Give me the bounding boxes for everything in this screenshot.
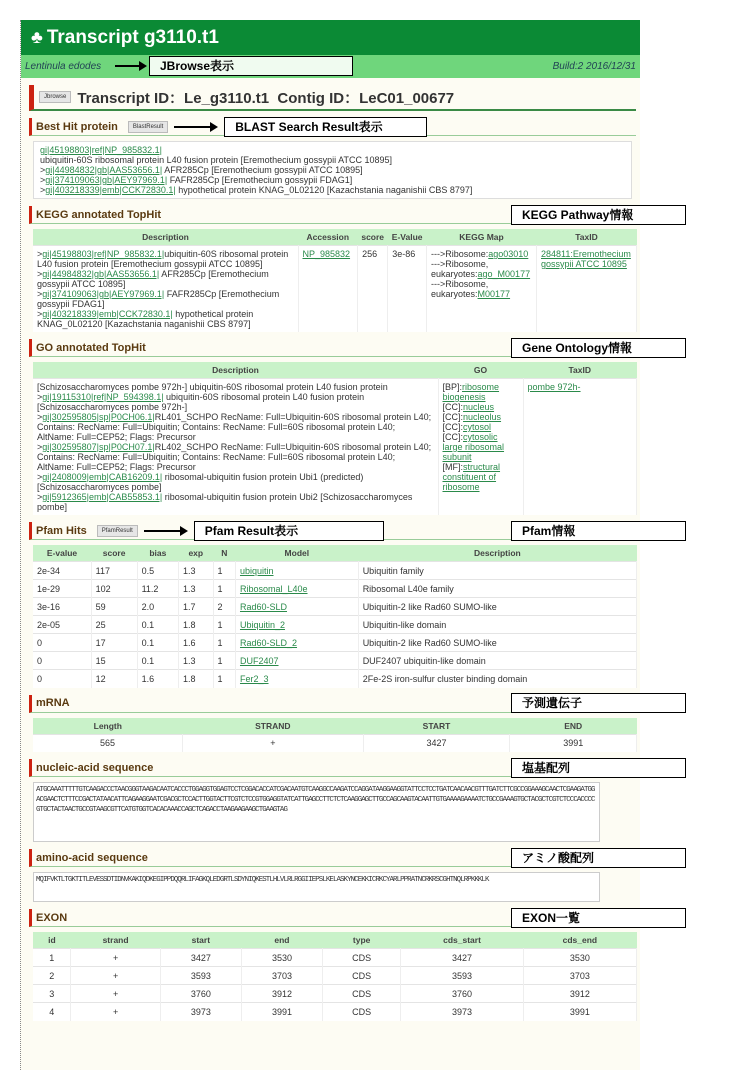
cell: Ribosomal L40e family bbox=[358, 580, 636, 598]
cell: 3427 bbox=[160, 949, 241, 967]
kegg-map-link[interactable]: ago03010 bbox=[488, 249, 529, 259]
pfam-model-link[interactable]: Ribosomal_L40e bbox=[239, 583, 308, 594]
go-table bbox=[33, 362, 637, 515]
kegg-heading bbox=[29, 206, 636, 224]
section-title: KEGG annotated TopHit bbox=[36, 208, 162, 221]
section-title: Pfam Hits bbox=[36, 524, 87, 537]
cell: 3912 bbox=[241, 985, 322, 1003]
cell: 3760 bbox=[160, 985, 241, 1003]
cell: 3 bbox=[33, 985, 71, 1003]
go-tag: [CC] bbox=[442, 412, 461, 422]
table-row bbox=[33, 616, 637, 634]
cell: 1 bbox=[213, 580, 235, 598]
column-header[interactable]: E-value bbox=[33, 545, 91, 562]
cell: + bbox=[71, 967, 160, 985]
cell: 15 bbox=[91, 652, 137, 670]
column-header[interactable]: STRAND bbox=[183, 718, 364, 735]
column-header[interactable]: start bbox=[160, 932, 241, 949]
table-row bbox=[33, 670, 637, 688]
cell: 2e-34 bbox=[33, 562, 91, 580]
gi-link[interactable]: gi|44984832|gb|AAS53656.1| bbox=[45, 165, 163, 175]
gi-link[interactable]: gi|45198803|ref|NP_985832.1| bbox=[40, 145, 162, 155]
cell: 0.1 bbox=[137, 634, 178, 652]
go-tag: [CC] bbox=[442, 402, 461, 412]
taxid-link[interactable]: pombe 972h- bbox=[527, 382, 581, 392]
cell: CDS bbox=[323, 985, 401, 1003]
cell: 0.1 bbox=[137, 616, 178, 634]
go-term-link[interactable]: nucleus bbox=[463, 402, 495, 412]
pfam-model-link[interactable]: Rad60-SLD_2 bbox=[239, 637, 298, 648]
annotation-amino: アミノ酸配列 bbox=[511, 848, 686, 868]
score: 256 bbox=[358, 246, 388, 333]
cell: 3427 bbox=[363, 734, 510, 752]
go-term-link[interactable]: cytosol bbox=[463, 422, 492, 432]
column-header[interactable]: strand bbox=[71, 932, 160, 949]
column-header[interactable]: id bbox=[33, 932, 71, 949]
arrow-icon bbox=[174, 126, 212, 128]
map-text: --->Ribosome: bbox=[431, 249, 489, 259]
cell: + bbox=[71, 949, 160, 967]
cell: 0 bbox=[33, 670, 91, 688]
cell: 1e-29 bbox=[33, 580, 91, 598]
mrna-heading bbox=[29, 695, 636, 713]
desc-text: FAFR285Cp [Eremothecium gossypii FDAG1] bbox=[167, 175, 353, 185]
column-header[interactable]: score bbox=[358, 229, 388, 246]
section-title: EXON bbox=[36, 911, 68, 924]
cell: 3912 bbox=[523, 985, 636, 1003]
cell: 3703 bbox=[523, 967, 636, 985]
pfam-model-link[interactable]: ubiquitin bbox=[239, 565, 274, 576]
section-title: amino-acid sequence bbox=[36, 851, 148, 864]
cell: 1 bbox=[213, 562, 235, 580]
pfam-result-button[interactable]: PfamResult bbox=[97, 525, 138, 537]
cell: 0 bbox=[33, 652, 91, 670]
cell: 11.2 bbox=[137, 580, 178, 598]
desc-text: [Schizosaccharomyces pombe 972h-] ubiquitin-60S ribosomal protein L40 fusion protein bbox=[37, 382, 388, 392]
cell: 3973 bbox=[160, 1003, 241, 1021]
cell: 1.8 bbox=[179, 670, 213, 688]
kegg-table bbox=[33, 229, 637, 332]
cell: 1 bbox=[213, 652, 235, 670]
column-header[interactable]: KEGG Map bbox=[427, 229, 537, 246]
sub-header bbox=[21, 55, 640, 78]
annotation-kegg: KEGG Pathway情報 bbox=[511, 205, 686, 225]
column-header[interactable]: N bbox=[213, 545, 235, 562]
desc-text: AFR285Cp [Eremothecium gossypii ATCC 10895] bbox=[37, 269, 269, 289]
mrna-table bbox=[33, 718, 637, 753]
desc-text: ubiquitin-60S ribosomal protein L40 fusion protein [Eremothecium gossypii ATCC 10895] bbox=[37, 249, 289, 269]
column-header[interactable]: E-Value bbox=[388, 229, 427, 246]
cell: 0.5 bbox=[137, 562, 178, 580]
app-header bbox=[21, 20, 640, 55]
table-row bbox=[33, 634, 637, 652]
build: Build:2 2016/12/31 bbox=[552, 61, 636, 72]
nucleic-heading bbox=[29, 759, 636, 777]
annotation-go: Gene Ontology情報 bbox=[511, 338, 686, 358]
cell: CDS bbox=[323, 1003, 401, 1021]
pfam-model-link[interactable]: Rad60-SLD bbox=[239, 601, 288, 612]
cell: 59 bbox=[91, 598, 137, 616]
gi-link[interactable]: gi|302595805|sp|P0CH06.1| bbox=[42, 412, 155, 422]
cell: 3991 bbox=[241, 1003, 322, 1021]
go-heading bbox=[29, 339, 636, 357]
table-row bbox=[33, 949, 637, 967]
column-header[interactable]: end bbox=[241, 932, 322, 949]
cell: 2e-05 bbox=[33, 616, 91, 634]
gi-link[interactable]: gi|2408009|emb|CAB16209.1| bbox=[42, 472, 163, 482]
cell: 3e-16 bbox=[33, 598, 91, 616]
cell: 1 bbox=[213, 670, 235, 688]
cell: 1.6 bbox=[137, 670, 178, 688]
cell: 4 bbox=[33, 1003, 71, 1021]
cell: 3427 bbox=[401, 949, 523, 967]
table-row bbox=[33, 562, 637, 580]
annotation-jbrowse: JBrowse表示 bbox=[149, 56, 353, 76]
cell: DUF2407 ubiquitin-like domain bbox=[358, 652, 636, 670]
annotation-exon: EXON一覧 bbox=[511, 908, 686, 928]
column-header[interactable]: GO bbox=[438, 362, 523, 379]
page-title: Transcript g3110.t1 bbox=[46, 26, 219, 48]
cell: 3991 bbox=[510, 734, 637, 752]
gi-link[interactable]: gi|403218339|emb|CCK72830.1| bbox=[42, 309, 173, 319]
desc-text: ribosomal-ubiquitin fusion protein Ubi1 (predicted) [Schizosaccharomyces pombe] bbox=[37, 472, 364, 492]
annotation-pfam-result: Pfam Result表示 bbox=[194, 521, 384, 541]
cell: 3991 bbox=[523, 1003, 636, 1021]
desc-text: RL401_SCHPO RecName: Full=Ubiquitin-60S ribosomal protein L40; Contains: RecName: Full=Ubiquitin; Contains: RecName: Full=60S ribosomal protein L40; AltName: Full=CEP52; Flags: Precursor bbox=[37, 412, 432, 442]
evalue: 3e-86 bbox=[388, 246, 427, 333]
desc-text: AFR285Cp [Eremothecium gossypii ATCC 10895] bbox=[162, 165, 363, 175]
table-row bbox=[33, 598, 637, 616]
gi-link[interactable]: gi|403218339|emb|CCK72830.1| bbox=[45, 185, 176, 195]
cell: Ubiquitin-2 like Rad60 SUMO-like bbox=[358, 634, 636, 652]
transcript-page bbox=[20, 20, 640, 1070]
cell: 1.3 bbox=[179, 580, 213, 598]
gi-link[interactable]: gi|374109063|gb|AEY97969.1| bbox=[42, 289, 165, 299]
cell: 1.3 bbox=[179, 652, 213, 670]
table-row bbox=[33, 967, 637, 985]
jbrowse-button[interactable]: Jbrowse bbox=[39, 91, 71, 103]
cell: + bbox=[71, 1003, 160, 1021]
annotation-pfam-info: Pfam情報 bbox=[511, 521, 686, 541]
gi-link[interactable]: gi|19115310|ref|NP_594398.1| bbox=[42, 392, 164, 402]
species: Lentinula edodes bbox=[25, 61, 102, 72]
desc-text: FAFR285Cp [Eremothecium gossypii FDAG1] bbox=[37, 289, 280, 309]
table-row bbox=[33, 652, 637, 670]
transcript-heading bbox=[29, 85, 636, 111]
kegg-map-link[interactable]: M00177 bbox=[477, 289, 511, 299]
pfam-model-link[interactable]: Ubiquitin_2 bbox=[239, 619, 286, 630]
cell: 1.6 bbox=[179, 634, 213, 652]
cell: 0.1 bbox=[137, 652, 178, 670]
kegg-map-link[interactable]: ago_M00177 bbox=[477, 269, 531, 279]
desc-text: hypothetical protein KNAG_0L02120 [Kazachstania naganishii CBS 8797] bbox=[175, 185, 473, 195]
cell: 25 bbox=[91, 616, 137, 634]
table-row bbox=[33, 1003, 637, 1021]
gi-link[interactable]: gi|374109063|gb|AEY97969.1| bbox=[45, 175, 168, 185]
exon-heading bbox=[29, 909, 636, 927]
desc-text: RL402_SCHPO RecName: Full=Ubiquitin-60S ribosomal protein L40; Contains: RecName: Full=Ubiquitin; Contains: RecName: Full=60S ribosomal protein L40; AltName: Full=CEP52; Flags: Precursor bbox=[37, 442, 432, 472]
nucleic-sequence-textarea[interactable]: ATGCAAATTTTTGTCAAGACCCTAACGGGTAAGACAATCACCCTGGAGGTGGAGTCCTCGGACACCATCGACAATGTCAAGGCCAAGATCCAGGATAAGGAAGGTATTCCTCCTGATCAACAACGTTTGATCTTCGCCGGAAAGCAACTCGAAGATGGACGAACTCTTTCCGACTATAACATTCAGAAGGAATCGACGCTCCACTTGGTACTTCGTCTCCGTGGAGGTATCATTGAGCCTTCTCTCAAGGAGCTTGCCAGCAAGTACAATTGTGAAAAGAAAATCTGCCGAAAGTGCTACGCTCGTCTCCCACCCCGTGCTACTAACTGCCGTAAGCGTTCATGTGGTCACACAAACCAGCTCAGACCTAAGAAGAAGCTGAAGTAG bbox=[33, 782, 600, 842]
column-header[interactable]: cds_start bbox=[401, 932, 523, 949]
cell: 1.3 bbox=[179, 562, 213, 580]
cell: Ubiquitin-like domain bbox=[358, 616, 636, 634]
go-tag: [CC] bbox=[442, 422, 461, 432]
tree-icon: ♣ bbox=[31, 27, 43, 47]
table-row: [Schizosaccharomyces pombe 972h-] ubiquitin-60S ribosomal protein L40 fusion protein >gi|19115310|ref|NP_594398.1| ubiquitin-60S ribosomal protein L40 fusion protein [Schizosaccharomyces pombe 972h-] >gi|302595805|sp|P0CH06.1|RL401_SCHPO RecName: Full=Ubiquitin-60S ribosomal protein L40; Contains: RecName: Full=Ubiquitin; Contains: RecName: Full=60S ribosomal protein L40; AltName: Full=CEP52; Flags: Precursor >gi|302595807|sp|P0CH07.1|RL402_SCHPO RecName: Full=Ubiquitin-60S ribosomal protein L40; Contains: RecName: Full=Ubiquitin; Contains: RecName: Full=60S ribosomal protein L40; AltName: Full=CEP52; Flags: Precursor >gi|2408009|emb|CAB16209.1| ribosomal-ubiquitin fusion protein Ubi1 (predicted) [Schizosaccharomyces pombe] >gi|5912365|emb|CAB55853.1| ribosomal-ubiquitin fusion protein Ubi2 [Schizosaccharomyces pombe] [BP]:ribosome biogenesis [CC]:nucleus [CC]:nucleolus [CC]:cytosol [CC]:cytosolic large ribosomal subunit [MF]:structural constituent of ribosome pombe 972h- bbox=[33, 379, 637, 516]
gi-link[interactable]: gi|45198803|ref|NP_985832.1| bbox=[42, 249, 165, 259]
cell: + bbox=[183, 734, 364, 752]
cell: 2Fe-2S iron-sulfur cluster binding domain bbox=[358, 670, 636, 688]
section-title: mRNA bbox=[36, 697, 70, 709]
column-header[interactable]: TaxID bbox=[523, 362, 637, 379]
cell: 3593 bbox=[160, 967, 241, 985]
column-header[interactable]: cds_end bbox=[523, 932, 636, 949]
go-tag: [BP] bbox=[442, 382, 460, 392]
column-header[interactable]: START bbox=[363, 718, 510, 735]
cell: 0 bbox=[33, 634, 91, 652]
accession-link[interactable]: NP_985832 bbox=[302, 249, 351, 259]
desc-text: ubiquitin-60S ribosomal protein L40 fusion protein [Eremothecium gossypii ATCC 10895] bbox=[40, 155, 393, 165]
annotation-blast: BLAST Search Result表示 bbox=[224, 117, 427, 137]
go-term-link[interactable]: cytosolic large ribosomal subunit bbox=[442, 432, 505, 462]
table-row bbox=[33, 580, 637, 598]
column-header[interactable]: bias bbox=[137, 545, 178, 562]
cell: 3760 bbox=[401, 985, 523, 1003]
column-header[interactable]: exp bbox=[179, 545, 213, 562]
cell: + bbox=[71, 985, 160, 1003]
section-title: Best Hit protein bbox=[36, 120, 118, 133]
amino-heading bbox=[29, 849, 636, 867]
cell: 12 bbox=[91, 670, 137, 688]
annotation-gene: 予測遺伝子 bbox=[511, 693, 686, 713]
transcript-id: Transcript ID：Le_g3110.t1 Contig ID：LeC01_00677 bbox=[77, 89, 455, 107]
desc-text: ribosomal-ubiquitin fusion protein Ubi2 [Schizosaccharomyces pombe] bbox=[37, 492, 413, 512]
best-hit-box: gi|45198803|ref|NP_985832.1| ubiquitin-60S ribosomal protein L40 fusion protein [Eremothecium gossypii ATCC 10895] >gi|44984832|gb|AAS53656.1| AFR285Cp [Eremothecium gossypii ATCC 10895] >gi|374109063|gb|AEY97969.1| FAFR285Cp [Eremothecium gossypii FDAG1] >gi|403218339|emb|CCK72830.1| hypothetical protein KNAG_0L02120 [Kazachstania naganishii CBS 8797] bbox=[33, 141, 632, 199]
go-term-link[interactable]: structural constituent of ribosome bbox=[442, 462, 501, 492]
cell: 3530 bbox=[241, 949, 322, 967]
amino-sequence-textarea[interactable]: MQIFVKTLTGKTITLEVESSDTIDNVKAKIQDKEGIPPDQQRLIFAGKQLEDGRTLSDYNIQKESTLHLVLRLRGGIIEPSLKELASKYNCEKKICRKCYARLPPRATNCRKRSCGHTNQLRPKKKLK bbox=[33, 872, 600, 902]
table-row bbox=[33, 734, 637, 752]
pfam-model-link[interactable]: DUF2407 bbox=[239, 655, 279, 666]
column-header[interactable]: Length bbox=[33, 718, 183, 735]
cell: Ubiquitin family bbox=[358, 562, 636, 580]
go-term-link[interactable]: ribosome biogenesis bbox=[442, 382, 500, 402]
go-term-link[interactable]: nucleolus bbox=[463, 412, 502, 422]
cell: 3973 bbox=[401, 1003, 523, 1021]
cell: CDS bbox=[323, 967, 401, 985]
section-title: GO annotated TopHit bbox=[36, 341, 146, 354]
cell: 1 bbox=[213, 634, 235, 652]
cell: 2 bbox=[213, 598, 235, 616]
cell: 1.8 bbox=[179, 616, 213, 634]
pfam-heading bbox=[29, 522, 636, 540]
gi-link[interactable]: gi|5912365|emb|CAB55853.1| bbox=[42, 492, 163, 502]
column-header[interactable]: type bbox=[323, 932, 401, 949]
cell: 102 bbox=[91, 580, 137, 598]
cell: 1 bbox=[33, 949, 71, 967]
cell: CDS bbox=[323, 949, 401, 967]
annotation-nucleic: 塩基配列 bbox=[511, 758, 686, 778]
cell: 3593 bbox=[401, 967, 523, 985]
taxid-link[interactable]: 284811:Eremothecium gossypii ATCC 10895 bbox=[541, 249, 631, 269]
gi-link[interactable]: gi|44984832|gb|AAS53656.1| bbox=[42, 269, 160, 279]
go-tag: [CC] bbox=[442, 432, 461, 442]
cell: 2 bbox=[33, 967, 71, 985]
column-header[interactable]: Model bbox=[235, 545, 358, 562]
column-header[interactable]: Description bbox=[33, 229, 298, 246]
pfam-table bbox=[33, 545, 637, 688]
gi-link[interactable]: gi|302595807|sp|P0CH07.1| bbox=[42, 442, 155, 452]
arrow-icon bbox=[144, 530, 182, 532]
cell: Ubiquitin-2 like Rad60 SUMO-like bbox=[358, 598, 636, 616]
column-header[interactable]: END bbox=[510, 718, 637, 735]
cell: 2.0 bbox=[137, 598, 178, 616]
pfam-model-link[interactable]: Fer2_3 bbox=[239, 673, 269, 684]
go-tag: [MF] bbox=[442, 462, 461, 472]
blast-result-button[interactable]: BlastResult bbox=[128, 121, 168, 133]
column-header[interactable]: score bbox=[91, 545, 137, 562]
column-header[interactable]: Description bbox=[33, 362, 438, 379]
table-row: >gi|45198803|ref|NP_985832.1|ubiquitin-60S ribosomal protein L40 fusion protein [Eremothecium gossypii ATCC 10895] >gi|44984832|gb|AAS53656.1| AFR285Cp [Eremothecium gossypii ATCC 10895] >gi|374109063|gb|AEY97969.1| FAFR285Cp [Eremothecium gossypii FDAG1] >gi|403218339|emb|CCK72830.1| hypothetical protein KNAG_0L02120 [Kazachstania naganishii CBS 8797] NP_985832 256 3e-86 --->Ribosome:ago03010 --->Ribosome, eukaryotes:ago_M00177 --->Ribosome, eukaryotes:M00177 284811:Eremothecium gossypii ATCC 10895 bbox=[33, 246, 637, 333]
cell: 3703 bbox=[241, 967, 322, 985]
map-text: --->Ribosome, eukaryotes: bbox=[431, 279, 489, 299]
cell: 1.7 bbox=[179, 598, 213, 616]
cell: 17 bbox=[91, 634, 137, 652]
exon-table bbox=[33, 932, 637, 1021]
cell: 117 bbox=[91, 562, 137, 580]
map-text: --->Ribosome, eukaryotes: bbox=[431, 259, 489, 279]
column-header[interactable]: Accession bbox=[298, 229, 358, 246]
table-row bbox=[33, 985, 637, 1003]
best-hit-heading bbox=[29, 118, 636, 136]
cell: 3530 bbox=[523, 949, 636, 967]
cell: 565 bbox=[33, 734, 183, 752]
desc-text: ubiquitin-60S ribosomal protein L40 fusion protein [Schizosaccharomyces pombe 972h-] bbox=[37, 392, 365, 412]
column-header[interactable]: Description bbox=[358, 545, 636, 562]
desc-text: hypothetical protein KNAG_0L02120 [Kazachstania naganishii CBS 8797] bbox=[37, 309, 254, 329]
arrow-icon bbox=[115, 65, 141, 67]
section-title: nucleic-acid sequence bbox=[36, 761, 154, 774]
column-header[interactable]: TaxID bbox=[537, 229, 637, 246]
cell: 1 bbox=[213, 616, 235, 634]
